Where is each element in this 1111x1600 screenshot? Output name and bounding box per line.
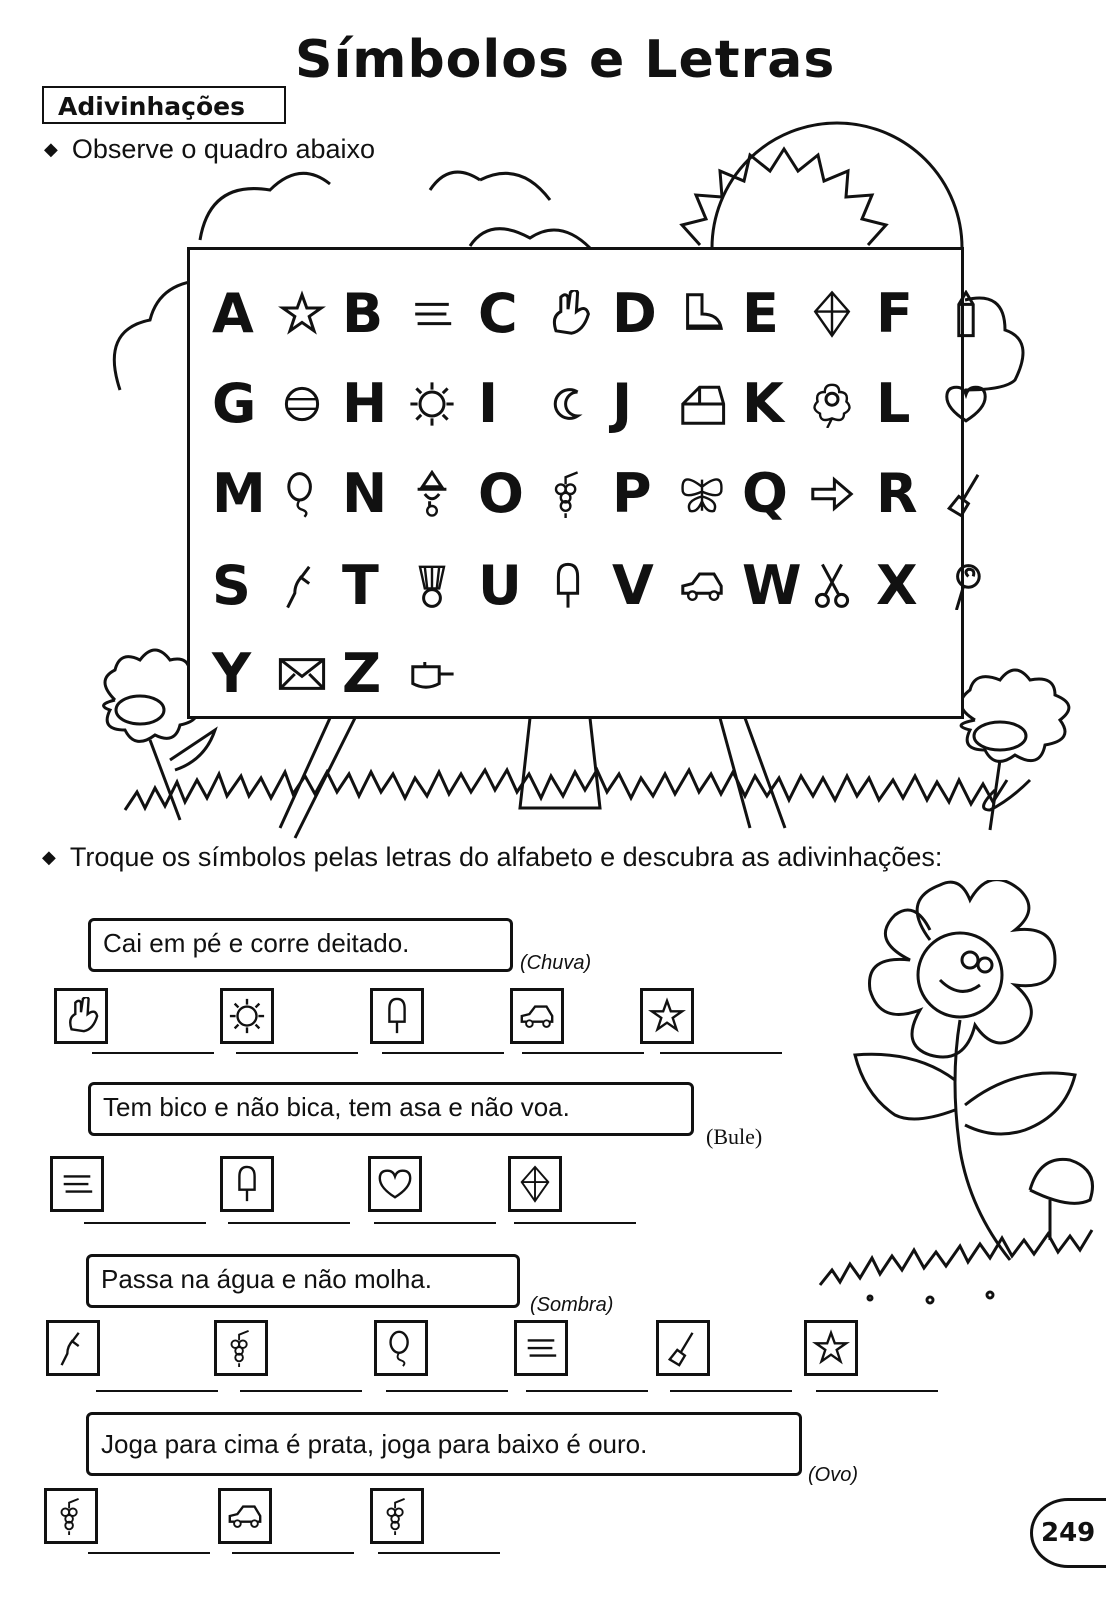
alphabet-letter: I — [478, 372, 499, 435]
kite-icon — [808, 290, 856, 338]
riddle-text: Tem bico e não bica, tem asa e não voa. — [103, 1092, 570, 1122]
alphabet-cell-g — [212, 366, 342, 456]
riddle-text: Passa na água e não molha. — [101, 1264, 433, 1294]
page-number: 249 — [1030, 1498, 1106, 1568]
riddle-answer: (Sombra) — [530, 1294, 614, 1316]
moon-icon — [544, 380, 592, 428]
symbol-box — [370, 1488, 424, 1544]
alphabet-board — [187, 247, 964, 719]
alphabet-cell-w — [742, 548, 872, 638]
alphabet-cell-j — [612, 366, 742, 456]
alphabet-cell-p — [612, 456, 742, 546]
star-icon — [278, 290, 326, 338]
riddle-box — [86, 1254, 520, 1308]
alphabet-cell-e — [742, 276, 872, 366]
shuttlecock-icon — [408, 562, 456, 610]
symbol-box — [50, 1156, 104, 1212]
alphabet-letter: C — [478, 282, 518, 345]
alphabet-cell-a — [212, 276, 342, 366]
grapes-icon — [222, 1329, 260, 1367]
alphabet-cell-k — [742, 366, 872, 456]
symbol-box — [804, 1320, 858, 1376]
pencil-icon — [942, 290, 990, 338]
answer-blank-line[interactable] — [382, 1052, 504, 1054]
answer-blank-line[interactable] — [526, 1390, 648, 1392]
answer-blank-line[interactable] — [96, 1390, 218, 1392]
brush-icon — [664, 1329, 702, 1367]
hand-icon — [62, 997, 100, 1035]
answer-blank-line[interactable] — [236, 1052, 358, 1054]
car-icon — [518, 997, 556, 1035]
brush-icon — [942, 470, 990, 518]
answer-blank-line[interactable] — [522, 1052, 644, 1054]
alphabet-letter: O — [478, 462, 524, 525]
alphabet-letter: B — [342, 282, 384, 345]
symbol-box — [514, 1320, 568, 1376]
boot-icon — [678, 290, 726, 338]
answer-blank-line[interactable] — [228, 1222, 350, 1224]
answer-blank-line[interactable] — [816, 1390, 938, 1392]
pen-icon — [278, 562, 326, 610]
grapes-icon — [378, 1497, 416, 1535]
alphabet-cell-m — [212, 456, 342, 546]
pan-icon — [408, 650, 456, 698]
alphabet-letter: K — [742, 372, 784, 435]
alphabet-cell-l — [876, 366, 1006, 456]
car-icon — [678, 562, 726, 610]
envelope-icon — [278, 650, 326, 698]
alphabet-cell-z — [342, 636, 472, 726]
balloon-icon — [382, 1329, 420, 1367]
riddle-box — [86, 1412, 802, 1476]
alphabet-cell-s — [212, 548, 342, 638]
grapes-icon — [544, 470, 592, 518]
alphabet-letter: T — [342, 554, 379, 617]
alphabet-cell-v — [612, 548, 742, 638]
answer-blank-line[interactable] — [84, 1222, 206, 1224]
instruction-exchange — [42, 842, 942, 873]
alphabet-letter: V — [612, 554, 654, 617]
alphabet-letter: R — [876, 462, 918, 525]
alphabet-cell-o — [478, 456, 608, 546]
alphabet-cell-c — [478, 276, 608, 366]
alphabet-cell-t — [342, 548, 472, 638]
pen-icon — [54, 1329, 92, 1367]
symbol-box — [368, 1156, 422, 1212]
symbol-box — [640, 988, 694, 1044]
alphabet-letter: G — [212, 372, 257, 435]
alphabet-letter: A — [212, 282, 254, 345]
ball-icon — [278, 380, 326, 428]
symbol-box — [656, 1320, 710, 1376]
alphabet-cell-y — [212, 636, 342, 726]
bow-icon — [522, 1329, 560, 1367]
symbol-box — [374, 1320, 428, 1376]
alphabet-cell-d — [612, 276, 742, 366]
instruction-observe-text: Observe o quadro abaixo — [71, 134, 376, 164]
alphabet-letter: F — [876, 282, 913, 345]
star-icon — [812, 1329, 850, 1367]
alphabet-letter: J — [612, 372, 633, 435]
riddle-answer: (Ovo) — [808, 1464, 858, 1486]
page-title: Símbolos e Letras — [295, 30, 836, 90]
diamond-bullet-icon: ◆ — [44, 139, 58, 159]
alphabet-cell-u — [478, 548, 608, 638]
answer-blank-line[interactable] — [386, 1390, 508, 1392]
smiling-flower-illustration — [810, 880, 1100, 1320]
alphabet-letter: L — [876, 372, 911, 435]
instruction-exchange-text: Troque os símbolos pelas letras do alfabeto e descubra as adivinhações: — [69, 842, 943, 872]
heart-icon — [942, 380, 990, 428]
scissors-icon — [808, 562, 856, 610]
alphabet-letter: X — [876, 554, 918, 617]
alphabet-cell-x — [876, 548, 1006, 638]
alphabet-letter: M — [212, 462, 266, 525]
sun-icon — [408, 380, 456, 428]
riddle-answer: (Chuva) — [520, 952, 592, 974]
section-label: Adivinhações — [42, 86, 286, 124]
alphabet-cell-i — [478, 366, 608, 456]
symbol-box — [54, 988, 108, 1044]
alphabet-letter: Y — [212, 642, 252, 705]
symbol-box — [46, 1320, 100, 1376]
alphabet-cell-n — [342, 456, 472, 546]
alphabet-letter: E — [742, 282, 779, 345]
symbol-box — [220, 988, 274, 1044]
answer-blank-line[interactable] — [240, 1390, 362, 1392]
riddle-box — [88, 918, 513, 972]
alphabet-cell-r — [876, 456, 1006, 546]
popsicle-icon — [228, 1165, 266, 1203]
house-icon — [678, 380, 726, 428]
symbol-box — [44, 1488, 98, 1544]
symbol-box — [214, 1320, 268, 1376]
riddle-text: Cai em pé e corre deitado. — [103, 928, 410, 958]
alphabet-letter: D — [612, 282, 657, 345]
alphabet-letter: Q — [742, 462, 788, 525]
answer-blank-line[interactable] — [514, 1222, 636, 1224]
symbol-box — [218, 1488, 272, 1544]
symbol-box — [220, 1156, 274, 1212]
popsicle-icon — [378, 997, 416, 1035]
answer-blank-line[interactable] — [374, 1222, 496, 1224]
alphabet-cell-h — [342, 366, 472, 456]
answer-blank-line[interactable] — [670, 1390, 792, 1392]
balloon-icon — [278, 470, 326, 518]
answer-blank-line[interactable] — [92, 1052, 214, 1054]
alphabet-cell-b — [342, 276, 472, 366]
symbol-box — [510, 988, 564, 1044]
alphabet-letter: Z — [342, 642, 382, 705]
riddle-box — [88, 1082, 694, 1136]
alphabet-letter: W — [742, 554, 802, 617]
lollipop-icon — [942, 562, 990, 610]
alphabet-cell-q — [742, 456, 872, 546]
bow-icon — [408, 290, 456, 338]
diamond-bullet-icon: ◆ — [42, 847, 56, 867]
alphabet-letter: N — [342, 462, 388, 525]
alphabet-letter: H — [342, 372, 388, 435]
symbol-box — [370, 988, 424, 1044]
heart-icon — [376, 1165, 414, 1203]
riddle-text: Joga para cima é prata, joga para baixo é ouro. — [101, 1429, 648, 1459]
kite-icon — [516, 1165, 554, 1203]
symbol-box — [508, 1156, 562, 1212]
answer-blank-line[interactable] — [88, 1552, 210, 1554]
sun-icon — [228, 997, 266, 1035]
answer-blank-line[interactable] — [660, 1052, 782, 1054]
answer-blank-line[interactable] — [378, 1552, 500, 1554]
bow-icon — [58, 1165, 96, 1203]
flower-icon — [808, 380, 856, 428]
sun-drawing-icon — [712, 123, 962, 248]
alphabet-cell-f — [876, 276, 1006, 366]
grapes-icon — [52, 1497, 90, 1535]
answer-blank-line[interactable] — [232, 1552, 354, 1554]
alphabet-letter: S — [212, 554, 251, 617]
star-icon — [648, 997, 686, 1035]
clown-icon — [408, 470, 456, 518]
hand-icon — [544, 290, 592, 338]
alphabet-letter: P — [612, 462, 652, 525]
popsicle-icon — [544, 562, 592, 610]
riddle-answer: (Bule) — [706, 1124, 763, 1149]
car-icon — [226, 1497, 264, 1535]
butterfly-icon — [678, 470, 726, 518]
arrow-icon — [808, 470, 856, 518]
alphabet-letter: U — [478, 554, 522, 617]
